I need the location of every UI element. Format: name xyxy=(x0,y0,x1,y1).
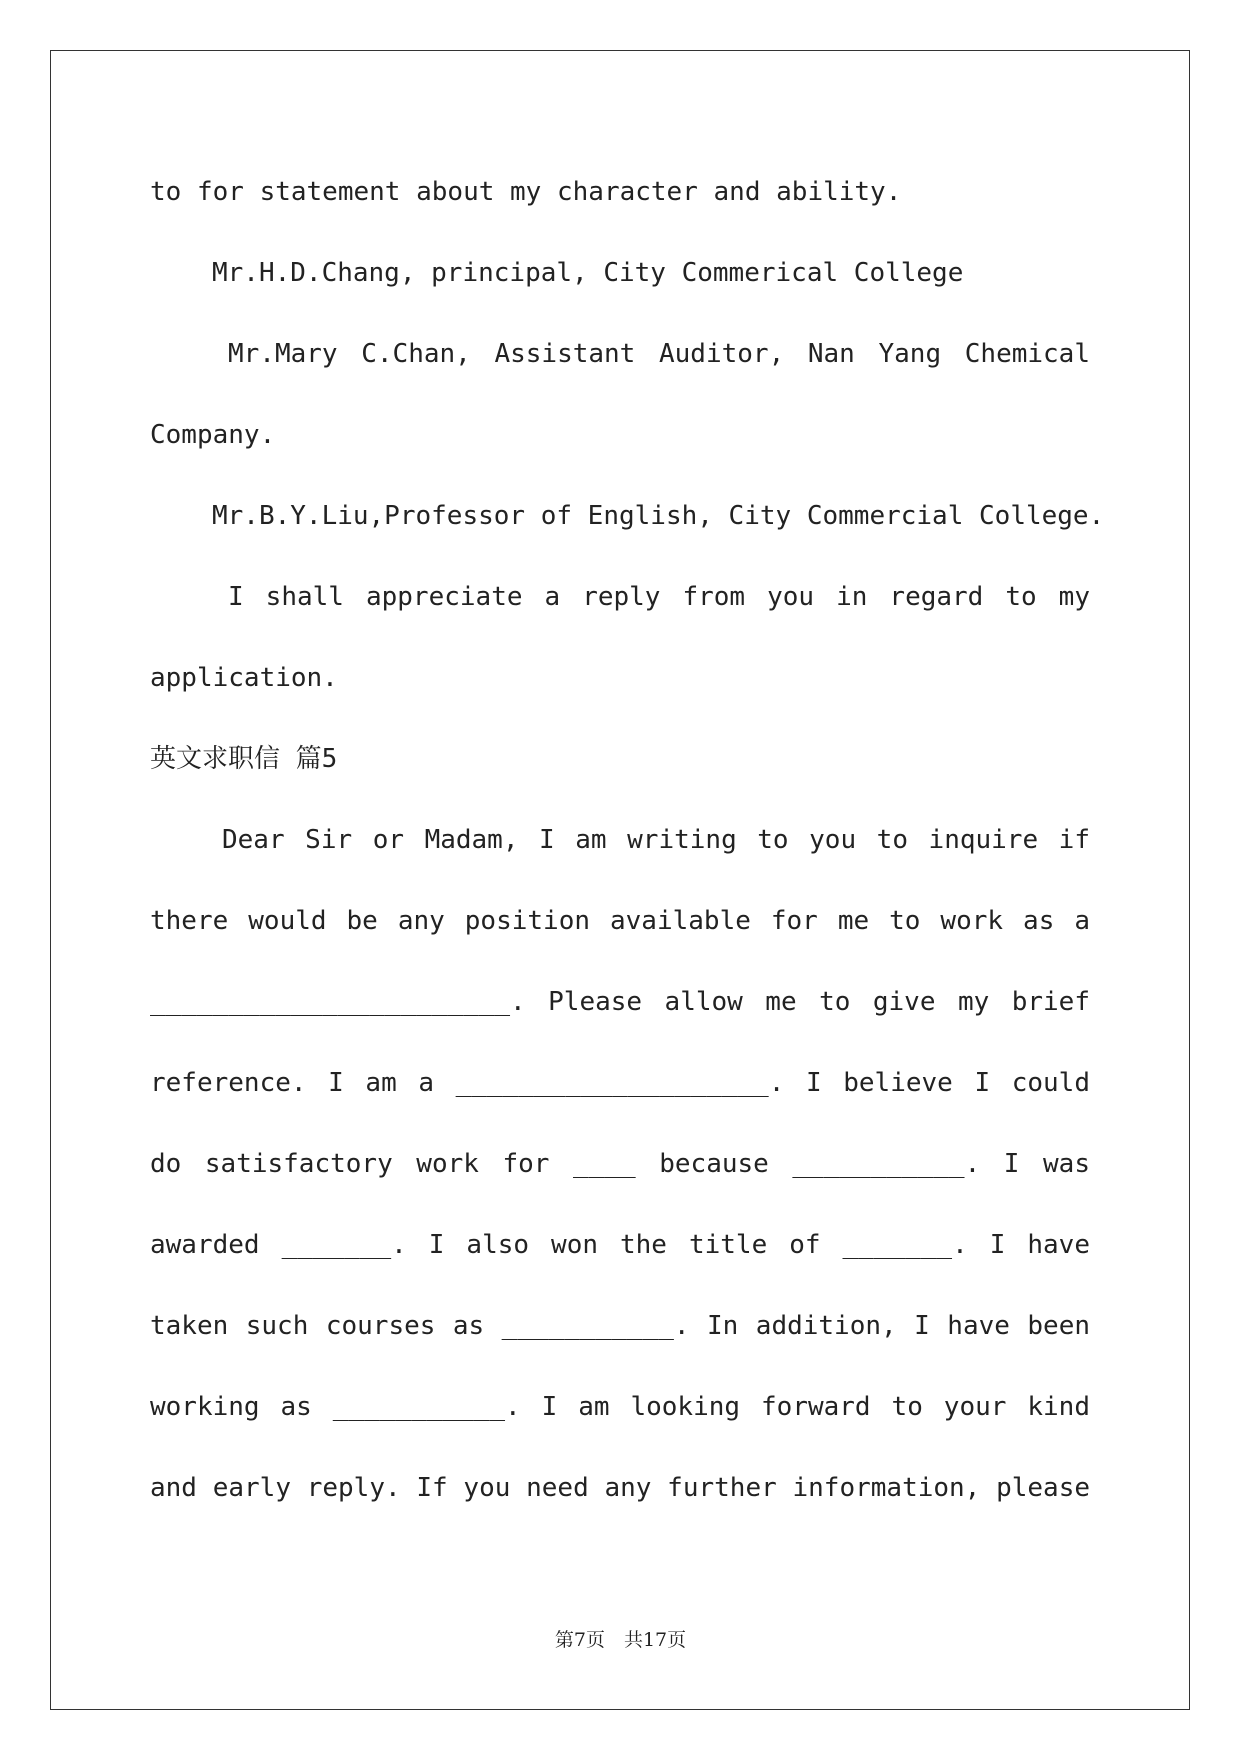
page-number: 第7页 共17页 xyxy=(554,1629,687,1651)
body-line: application. xyxy=(150,663,338,693)
body-line: reference. I am a ____________________. I believe I could xyxy=(150,1068,1090,1098)
body-line: _______________________. Please allow me to give my brief xyxy=(150,987,1090,1017)
body-line: taken such courses as ___________. In addition, I have been xyxy=(150,1311,1090,1341)
body-line: Dear Sir or Madam, I am writing to you to inquire if xyxy=(222,825,1090,855)
reference-line: Mr.B.Y.Liu,Professor of English, City Commercial College. xyxy=(212,501,1105,531)
body-line: to for statement about my character and ability. xyxy=(150,177,902,207)
reference-line: Mr.H.D.Chang, principal, City Commerical College xyxy=(212,258,964,288)
body-line: awarded _______. I also won the title of _______. I have xyxy=(150,1230,1090,1260)
section-heading: 英文求职信 篇5 xyxy=(150,744,338,774)
reference-line: Mr.Mary C.Chan, Assistant Auditor, Nan Yang Chemical xyxy=(228,339,1090,369)
body-line: working as ___________. I am looking forward to your kind xyxy=(150,1392,1090,1422)
body-line: do satisfactory work for ____ because ___________. I was xyxy=(150,1149,1090,1179)
body-line: and early reply. If you need any further information, please xyxy=(150,1473,1090,1503)
body-line: Company. xyxy=(150,420,276,450)
body-line: I shall appreciate a reply from you in regard to my xyxy=(228,582,1090,612)
page-border xyxy=(50,50,1190,1710)
body-line: there would be any position available for me to work as a xyxy=(150,906,1090,936)
